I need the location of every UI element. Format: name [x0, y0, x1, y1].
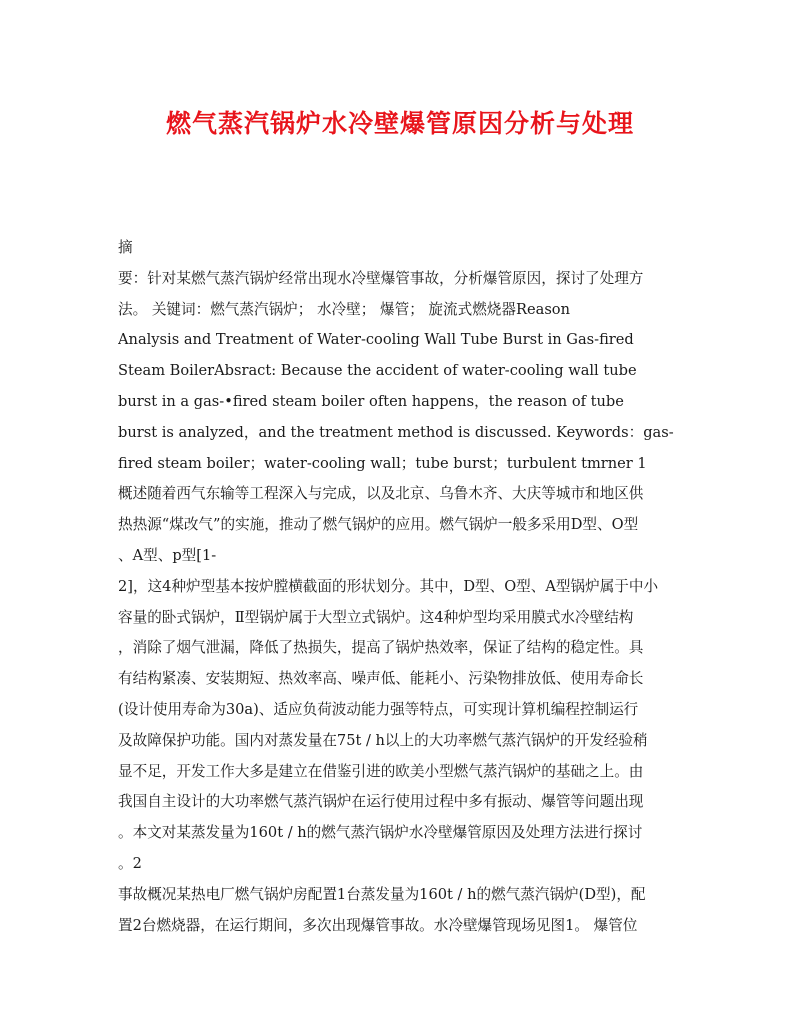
text-line: 。2: [118, 854, 142, 872]
text-line: 。本文对某蒸发量为160t / h的燃气蒸汽锅炉水冷壁爆管原因及处理方法进行探讨: [118, 824, 643, 842]
text-line: 容量的卧式锅炉，Ⅱ型锅炉属于大型立式锅炉。这4种炉型均采用膜式水冷壁结构: [118, 608, 634, 626]
text-line: fired steam boiler；water-cooling wall；tube burst；turbulent tmrner 1: [118, 454, 647, 472]
text-line: (设计使用寿命为30a)、适应负荷波动能力强等特点，可实现计算机编程控制运行: [118, 700, 639, 718]
text-line: 2]，这4种炉型基本按炉膛横截面的形状划分。其中，D型、O型、A型锅炉属于中小: [118, 577, 659, 595]
text-line: burst is analyzed，and the treatment method is discussed. Keywords：gas-: [118, 423, 674, 441]
text-line: 我国自主设计的大功率燃气蒸汽锅炉在运行使用过程中多有振动、爆管等问题出现: [118, 793, 644, 811]
text-line: 置2台燃烧器，在运行期间，多次出现爆管事故。水冷壁爆管现场见图1。 爆管位: [118, 916, 638, 934]
text-line: ，消除了烟气泄漏，降低了热损失，提高了锅炉热效率，保证了结构的稳定性。具: [118, 639, 644, 657]
text-line: Steam BoilerAbsract: Because the accident of water-cooling wall tube: [118, 362, 637, 380]
document-body: [118, 233, 684, 941]
text-line: 要：针对某燃气蒸汽锅炉经常出现水冷壁爆管事故，分析爆管原因，探讨了处理方: [118, 269, 644, 287]
document-title: 燃气蒸汽锅炉水冷壁爆管原因分析与处理: [165, 109, 634, 138]
text-line: burst in a gas-•fired steam boiler often happens，the reason of tube: [118, 392, 624, 410]
text-line: Analysis and Treatment of Water-cooling Wall Tube Burst in Gas-fired: [118, 331, 634, 349]
text-line: 显不足，开发工作大多是建立在借鉴引进的欧美小型燃气蒸汽锅炉的基础之上。由: [118, 762, 644, 780]
text-line: 有结构紧凑、安装期短、热效率高、噪声低、能耗小、污染物排放低、使用寿命长: [118, 670, 644, 688]
text-line: 热热源“煤改气”的实施，推动了燃气锅炉的应用。燃气锅炉一般多采用D型、O型: [118, 516, 639, 534]
text-line: 摘: [118, 239, 133, 256]
text-line: 概述随着西气东输等工程深入与完成，以及北京、乌鲁木齐、大庆等城市和地区供: [118, 485, 644, 503]
text-line: 法。 关键词：燃气蒸汽锅炉； 水冷壁； 爆管； 旋流式燃烧器Reason: [118, 300, 570, 318]
text-line: 事故概况某热电厂燃气锅炉房配置1台蒸发量为160t / h的燃气蒸汽锅炉(D型)，配: [118, 885, 646, 903]
text-line: 及故障保护功能。国内对蒸发量在75t / h以上的大功率燃气蒸汽锅炉的开发经验稍: [118, 731, 648, 749]
text-line: 、A型、p型[1-: [118, 546, 217, 564]
